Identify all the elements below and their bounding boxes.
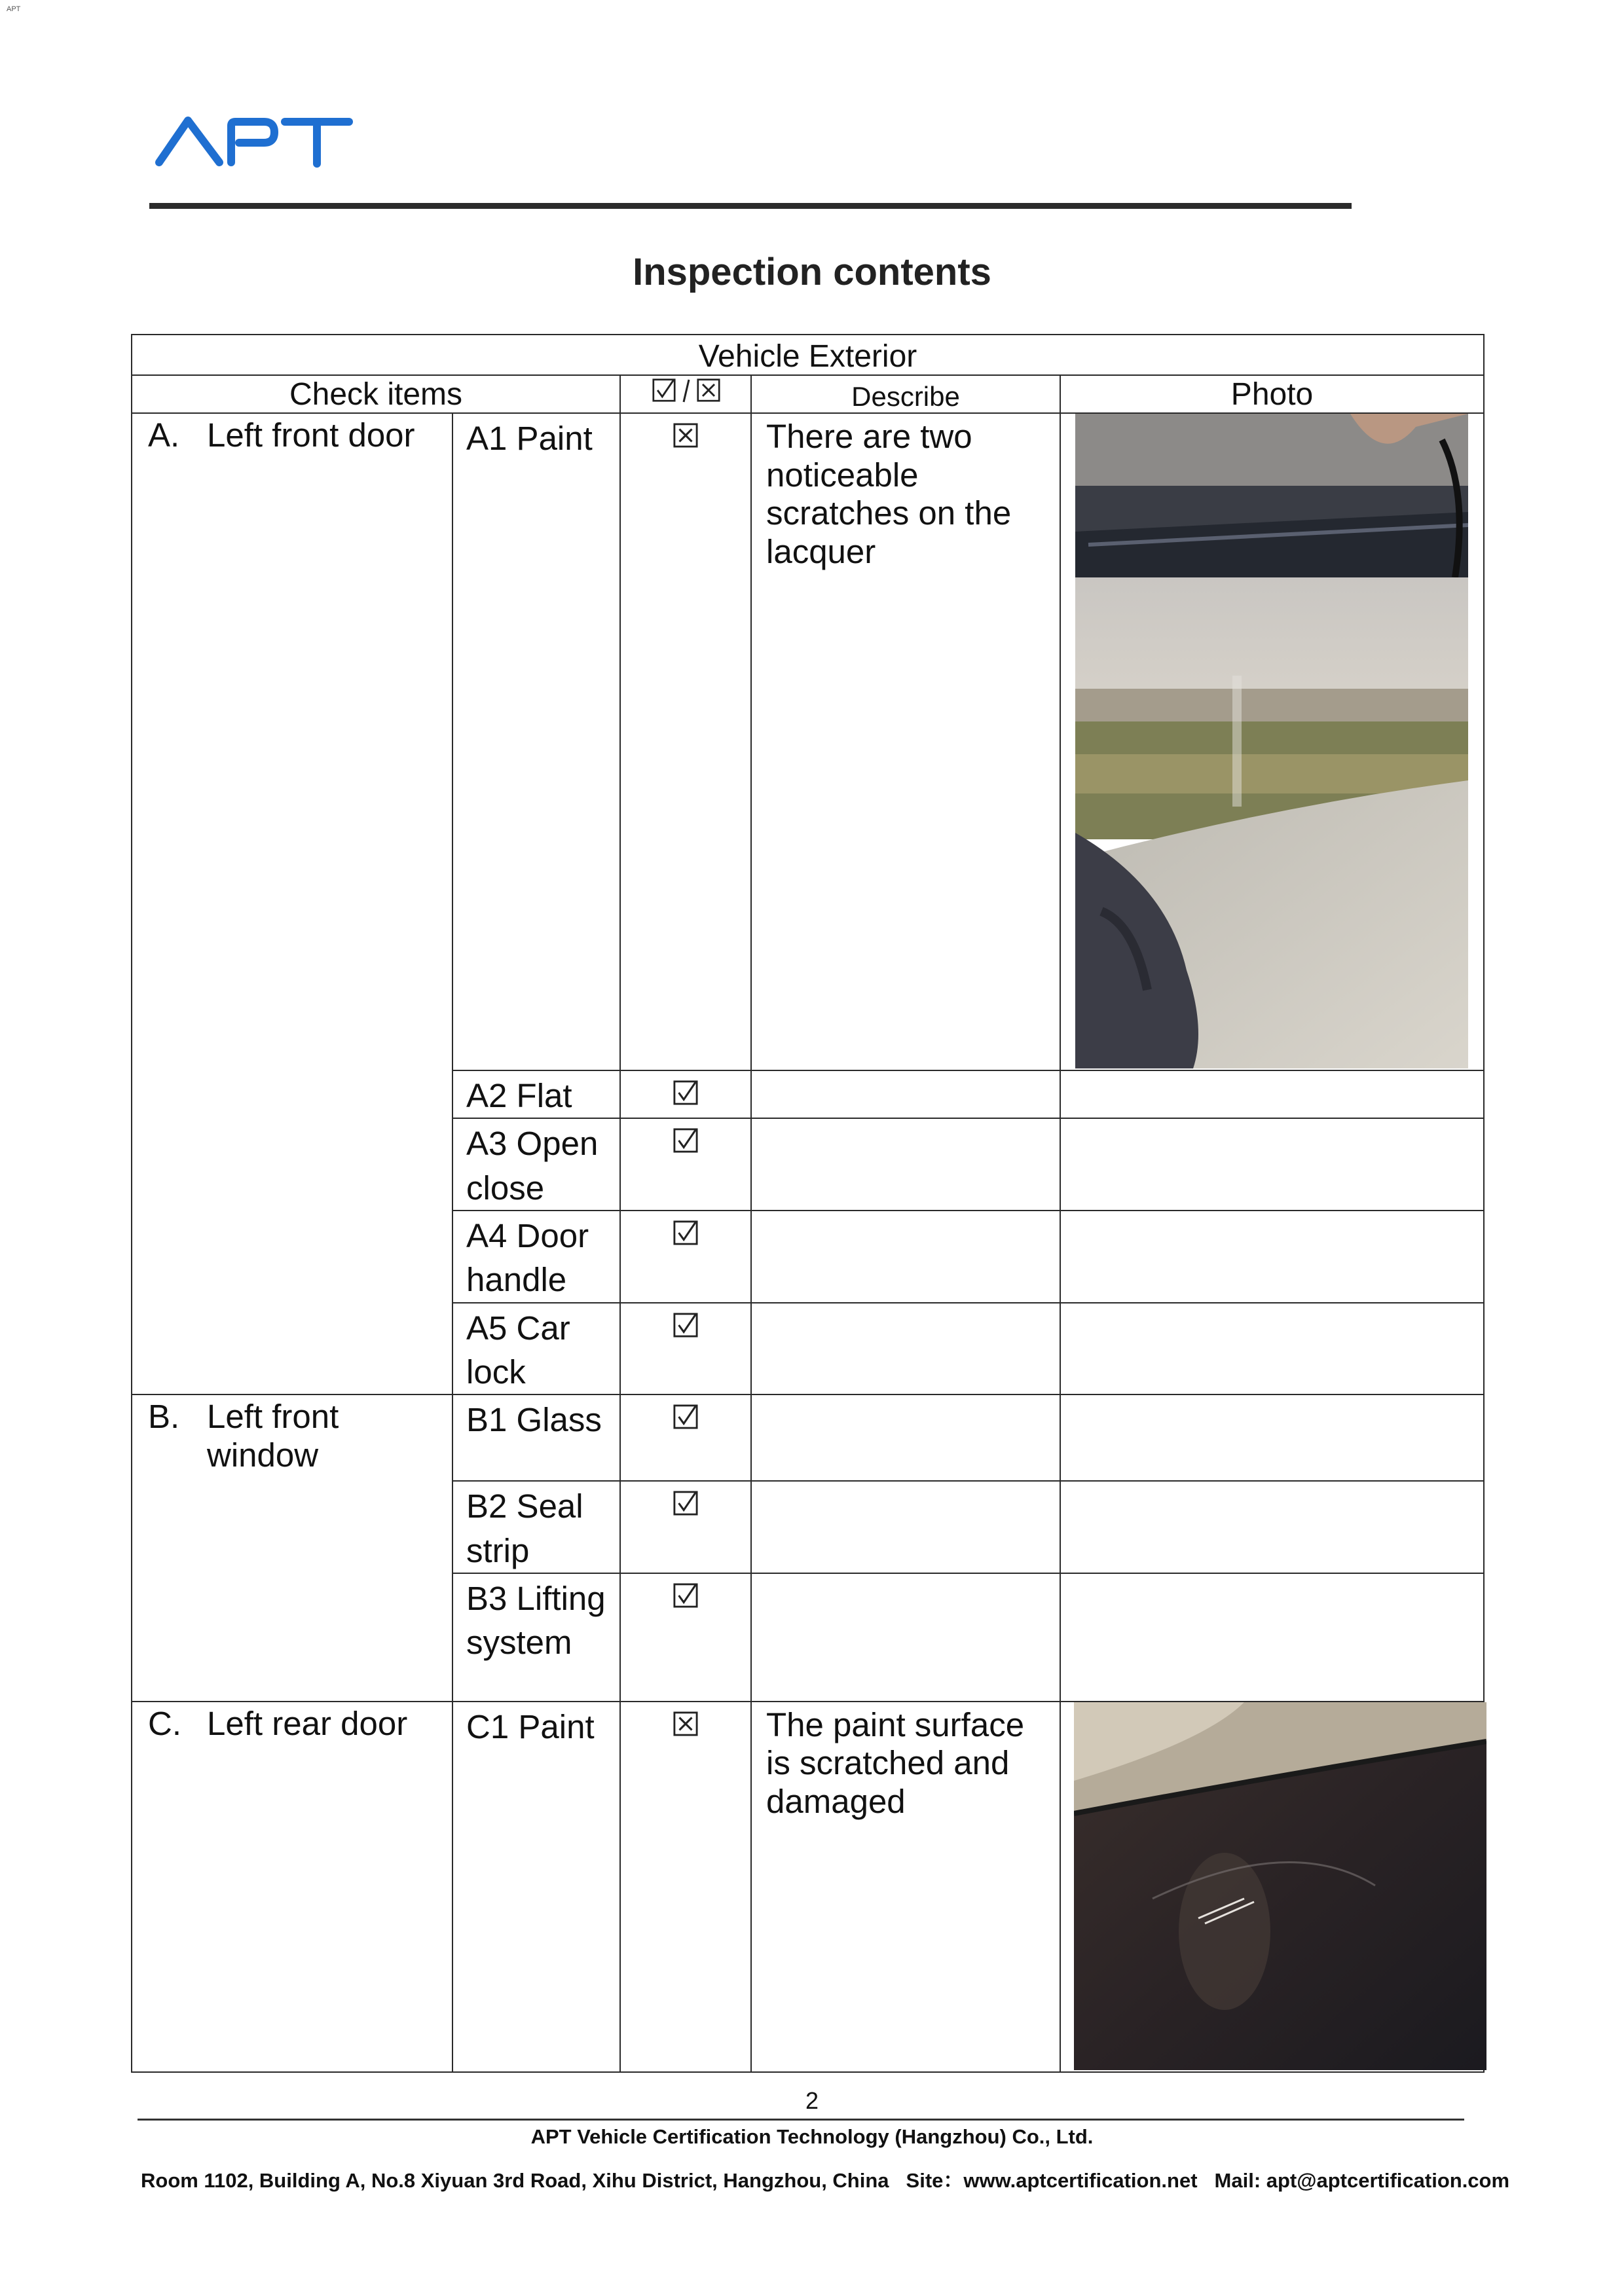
item-description (751, 1303, 1060, 1395)
item-label: A4 Door handle (452, 1211, 620, 1303)
scratch-photo-left-rear-door (1074, 1702, 1486, 2070)
checked-checkbox-icon (673, 1491, 698, 1516)
table-row (132, 1702, 1484, 2072)
photo-cell-empty (1060, 1303, 1484, 1395)
item-description (751, 1481, 1060, 1573)
checked-checkbox-icon (673, 1220, 698, 1245)
column-header-describe: Describe (751, 375, 1060, 413)
item-description (751, 1118, 1060, 1211)
footer-company: APT Vehicle Certification Technology (Hangzhou) Co., Ltd. (530, 2125, 1094, 2148)
photo-cell-empty (1060, 1573, 1484, 1702)
item-label: A5 Car lock (452, 1303, 620, 1395)
group-letter: A. (148, 416, 180, 454)
photo-cell-empty (1060, 1481, 1484, 1573)
column-header-mark (620, 375, 751, 413)
item-label: B3 Lifting system (452, 1573, 620, 1702)
group-cell-left-front-window (132, 1394, 452, 1702)
photo-cell-empty (1060, 1070, 1484, 1118)
item-description (751, 1070, 1060, 1118)
footer-mail: Mail: apt@aptcertification.com (1214, 2169, 1510, 2192)
inspection-table (131, 334, 1485, 2073)
table-row (132, 413, 1484, 1070)
column-header-photo: Photo (1060, 375, 1484, 413)
footer-address: Room 1102, Building A, No.8 Xiyuan 3rd Road, Xihu District, Hangzhou, China (141, 2169, 889, 2192)
footer-rule (138, 2119, 1464, 2121)
group-cell-left-rear-door (132, 1702, 452, 2072)
photo-cell-empty (1060, 1118, 1484, 1211)
group-name: Left front door (207, 416, 415, 454)
table-row (132, 1394, 1484, 1481)
page-title: Inspection contents (633, 251, 991, 293)
page-number: 2 (805, 2087, 819, 2114)
item-description (751, 1211, 1060, 1303)
section-title: Vehicle Exterior (132, 335, 1484, 375)
item-description (751, 1573, 1060, 1702)
footer-contact (141, 2164, 1526, 2193)
item-label: C1 Paint (452, 1702, 620, 2072)
item-label: B1 Glass (452, 1394, 620, 1481)
checked-checkbox-icon (673, 1080, 698, 1105)
mark-legend-icon (646, 376, 726, 405)
item-label: A1 Paint (452, 413, 620, 1070)
item-label: A2 Flat (452, 1070, 620, 1118)
footer-site: Site：www.aptcertification.net (906, 2169, 1198, 2192)
item-description (751, 1394, 1060, 1481)
apt-logo (154, 111, 390, 170)
header-rule (149, 203, 1352, 209)
item-description: There are two noticeable scratches on the lacquer (751, 413, 1060, 1070)
item-label: A3 Open close (452, 1118, 620, 1211)
group-cell-left-front-door (132, 413, 452, 1394)
scratch-photo-left-front-door (1075, 414, 1468, 1068)
item-description: The paint surface is scratched and damaged (751, 1702, 1060, 2072)
crossed-checkbox-icon (673, 1711, 698, 1736)
group-letter: C. (148, 1704, 181, 1742)
photo-cell-empty (1060, 1394, 1484, 1481)
checked-checkbox-icon (673, 1404, 698, 1429)
checked-checkbox-icon (673, 1583, 698, 1608)
group-name: Left front window (207, 1398, 339, 1474)
group-letter: B. (148, 1398, 180, 1436)
checked-checkbox-icon (673, 1313, 698, 1338)
column-header-check-items: Check items (132, 375, 620, 413)
checked-checkbox-icon (673, 1128, 698, 1153)
item-label: B2 Seal strip (452, 1481, 620, 1573)
corner-tag: APT (7, 5, 21, 13)
crossed-checkbox-icon (673, 423, 698, 448)
group-name: Left rear door (207, 1704, 408, 1742)
photo-cell-empty (1060, 1211, 1484, 1303)
